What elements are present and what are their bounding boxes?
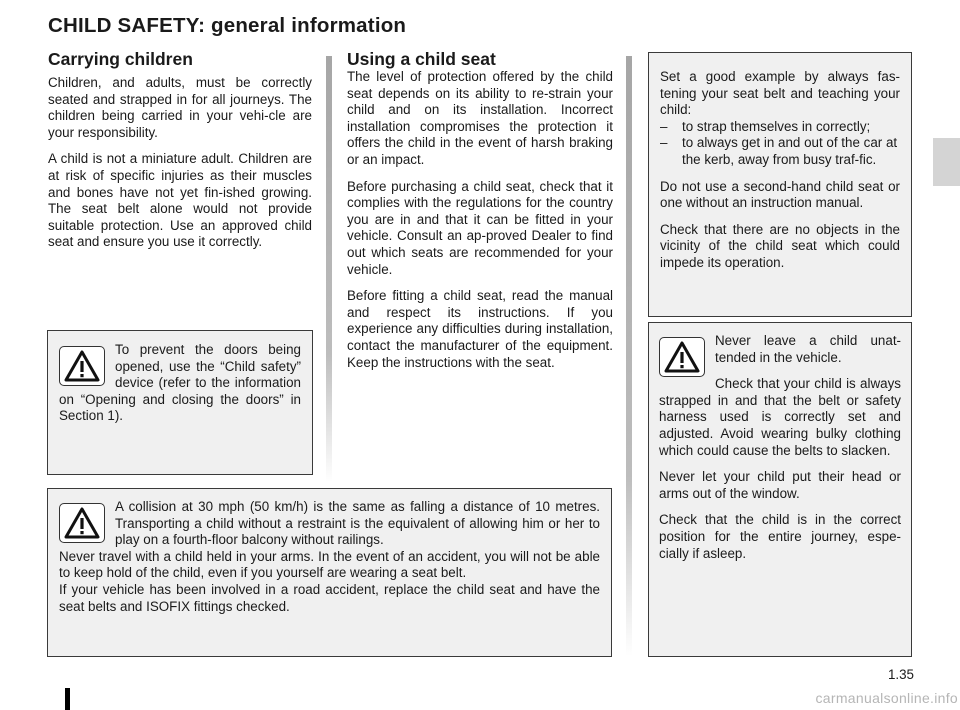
- warning-text: Check that your child is always strapped in and that the belt or safety harness used is correctly set and adjusted. Avoid wearing bulky clothing which could cause the belts to slacken.: [659, 376, 901, 458]
- using-seat-paragraph: Before purchasing a child seat, check that it complies with the regulations for the country you are in and that it can be fitted in your vehicle. Consult an ap-proved Dealer to find out which seats are recommended for your vehicle.: [347, 178, 613, 277]
- page-title: CHILD SAFETY: general information: [48, 14, 407, 37]
- warning-text: Never leave a child unat-tended in the vehicle.: [715, 333, 901, 365]
- section-tab-marker: [933, 138, 960, 186]
- carrying-children-section: [48, 50, 312, 261]
- carrying-children-heading: Carrying children: [48, 49, 193, 69]
- warning-text: If your vehicle has been involved in a road accident, replace the child seat and have the seat belts and ISOFIX fittings checked.: [59, 581, 600, 614]
- good-example-info-box: [648, 52, 912, 317]
- warning-text: Never travel with a child held in your arms. In the event of an accident, you will not be able to keep hold of the child, even if you yourself are wearing a seat belt.: [59, 548, 600, 581]
- warning-triangle-icon: [59, 503, 105, 543]
- using-child-seat-heading: Using a child seat: [347, 49, 496, 69]
- warning-text: A collision at 30 mph (50 km/h) is the same as falling a distance of 10 metres. Transporting a child without a restraint is the equivalent of allowing him or her to play on a fourth-floor balcony without railings.: [115, 499, 600, 548]
- warning-text: To prevent the doors being opened, use the “Child safety” device (refer to the information on “Opening and closing the doors” in Section 1).: [59, 342, 301, 424]
- info-paragraph: Check that there are no objects in the vicinity of the child seat which could impede its operation.: [660, 221, 900, 270]
- unattended-child-warning: [648, 322, 912, 657]
- dash-bullet: –: [660, 135, 668, 151]
- using-child-seat-section: [347, 50, 613, 381]
- crop-mark: [65, 688, 70, 710]
- warning-triangle-icon: [659, 337, 705, 377]
- warning-triangle-icon: [59, 346, 105, 386]
- using-seat-paragraph: The level of protection offered by the child seat depends on its ability to re-strain your child and on its installation. Incorrect installation compromises the protection it offers the child in the event of harsh braking or an impact.: [347, 69, 613, 167]
- child-safety-doors-warning: [47, 330, 313, 475]
- using-seat-paragraph: Before fitting a child seat, read the manual and respect its instructions. If you experience any difficulties during installation, contact the manufacturer of the equipment. Keep the instructions with the seat.: [347, 288, 613, 370]
- carrying-paragraph: A child is not a miniature adult. Children are at risk of specific injuries as their muscles and bones have not yet fin-ished growing. The seat belt alone would not provide suitable protection. Use an approved child seat and ensure you use it correctly.: [48, 151, 312, 250]
- page-number: 1.35: [887, 667, 914, 682]
- list-item-text: to always get in and out of the car at the kerb, away from busy traf-fic.: [682, 135, 898, 167]
- carrying-paragraph: Children, and adults, must be correctly seated and strapped in for all journeys. The children being carried in your vehi-cle are your responsibility.: [48, 75, 312, 140]
- info-paragraph: Do not use a second-hand child seat or one without an instruction manual.: [660, 178, 900, 211]
- dash-bullet: –: [660, 118, 668, 134]
- info-intro: Set a good example by always fas-tening your seat belt and teaching your child:: [660, 69, 900, 118]
- warning-text: Never let your child put their head or arms out of the window.: [659, 469, 901, 501]
- list-item-text: to strap themselves in correctly;: [682, 118, 871, 134]
- warning-text: Check that the child is in the correct position for the entire journey, espe-cially if asleep.: [659, 512, 901, 561]
- info-bullet-list: [660, 119, 900, 169]
- column-divider: [626, 56, 632, 656]
- watermark: carmanualsonline.info: [815, 690, 958, 706]
- list-item: [660, 119, 900, 136]
- list-item: [660, 135, 900, 168]
- column-divider: [326, 56, 332, 482]
- collision-warning: [47, 488, 612, 657]
